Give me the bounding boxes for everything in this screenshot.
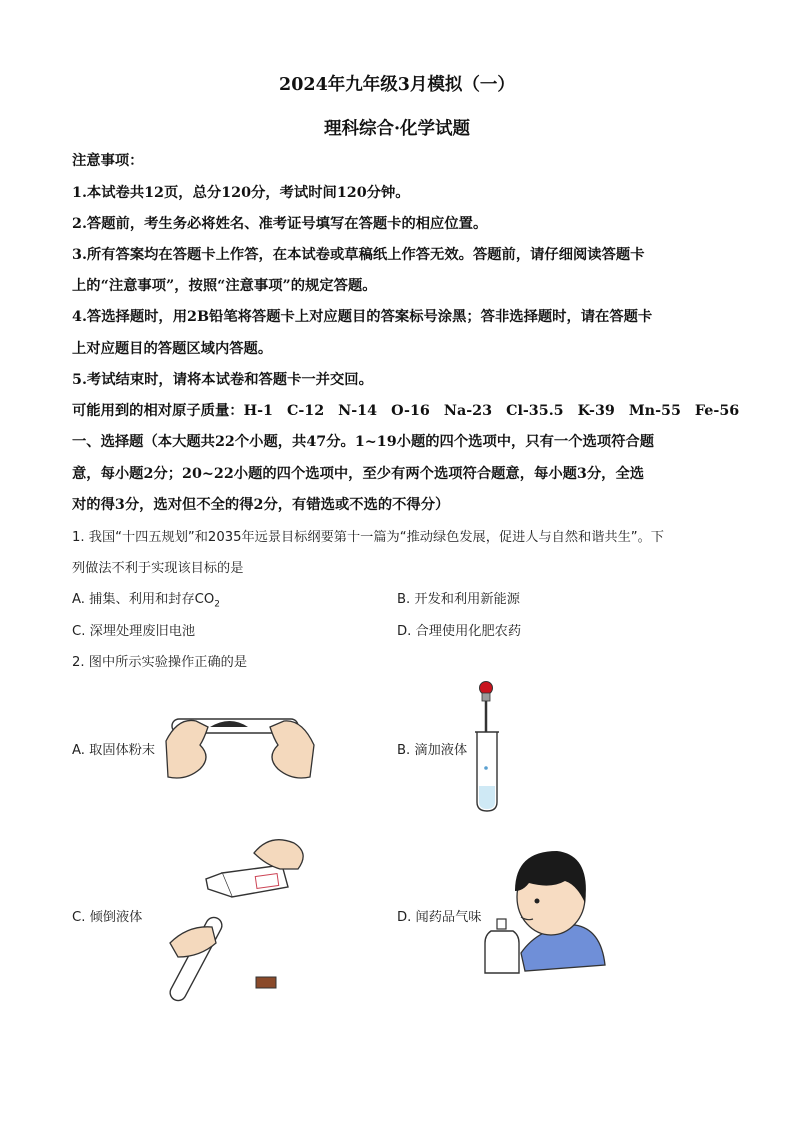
q2-option-b[interactable]: B. 滴加液体 — [397, 743, 468, 758]
exam-subtitle: 理科综合·化学试题 — [323, 119, 471, 139]
atomic-mass: Cl-35.5 — [506, 403, 564, 419]
q1-option-d[interactable]: D. 合理使用化肥农药 — [397, 624, 522, 639]
powder-test-tube-illustration — [160, 705, 320, 785]
dropper-illustration — [468, 678, 508, 814]
notice-item: 1.本试卷共12页，总分120分，考试时间120分钟。 — [72, 185, 410, 201]
section-instructions: 一、选择题（本大题共22个小题，共47分。1~19小题的四个选项中，只有一个选项符合题 — [72, 434, 655, 450]
atomic-mass: Na-23 — [443, 403, 493, 419]
atomic-mass: Mn-55 — [628, 403, 681, 419]
notice-item: 上的“注意事项”，按照“注意事项”的规定答题。 — [72, 278, 377, 294]
q1-stem: 列做法不利于实现该目标的是 — [72, 561, 244, 576]
atomic-mass: Fe-56 — [694, 403, 740, 419]
notice-item: 上对应题目的答题区域内答题。 — [72, 341, 273, 357]
notice-item: 4.答选择题时，用2B铅笔将答题卡上对应题目的答案标号涂黑；答非选择题时，请在答题卡 — [72, 309, 653, 325]
atomic-mass: N-14 — [338, 403, 378, 419]
q1-option-c[interactable]: C. 深埋处理废旧电池 — [72, 624, 196, 639]
q1-option-b[interactable]: B. 开发和利用新能源 — [397, 592, 520, 607]
notice-item: 3.所有答案均在答题卡上作答，在本试卷或草稿纸上作答无效。答题前，请仔细阅读答题卡 — [72, 247, 645, 263]
pouring-illustration — [170, 825, 320, 995]
smelling-illustration — [485, 845, 610, 977]
atomic-mass: C-12 — [286, 403, 325, 419]
atomic-mass: O-16 — [391, 403, 430, 419]
q2-option-c[interactable]: C. 倾倒液体 — [72, 910, 143, 925]
section-instructions: 对的得3分，选对但不全的得2分，有错选或不选的不得分） — [72, 497, 450, 513]
q1-option-a-subscript: 2 — [214, 599, 220, 610]
atomic-masses-line — [72, 400, 739, 420]
atomic-masses-label: 可能用到的相对原子质量： — [72, 403, 244, 419]
atomic-mass: K-39 — [577, 403, 615, 419]
atomic-mass: H-1 — [243, 403, 273, 419]
notice-item: 2.答题前，考生务必将姓名、准考证号填写在答题卡的相应位置。 — [72, 216, 488, 232]
notice-item: 5.考试结束时，请将本试卷和答题卡一并交回。 — [72, 372, 373, 388]
q2-stem: 2. 图中所示实验操作正确的是 — [72, 655, 248, 670]
q1-option-a-text: A. 捕集、利用和封存CO — [72, 592, 215, 607]
q2-option-d[interactable]: D. 闻药品气味 — [397, 910, 482, 925]
q2-option-a[interactable]: A. 取固体粉末 — [72, 743, 156, 758]
notice-heading: 注意事项： — [72, 153, 144, 169]
section-instructions: 意，每小题2分；20~22小题的四个选项中，至少有两个选项符合题意，每小题3分，全选 — [72, 466, 645, 482]
q1-option-a[interactable] — [72, 588, 220, 610]
q1-stem: 1. 我国“十四五规划”和2035年远景目标纲要第十一篇为“推动绿色发展，促进人与自然和谐共生”。下 — [72, 530, 664, 545]
exam-title: 2024年九年级3月模拟（一） — [279, 75, 515, 95]
